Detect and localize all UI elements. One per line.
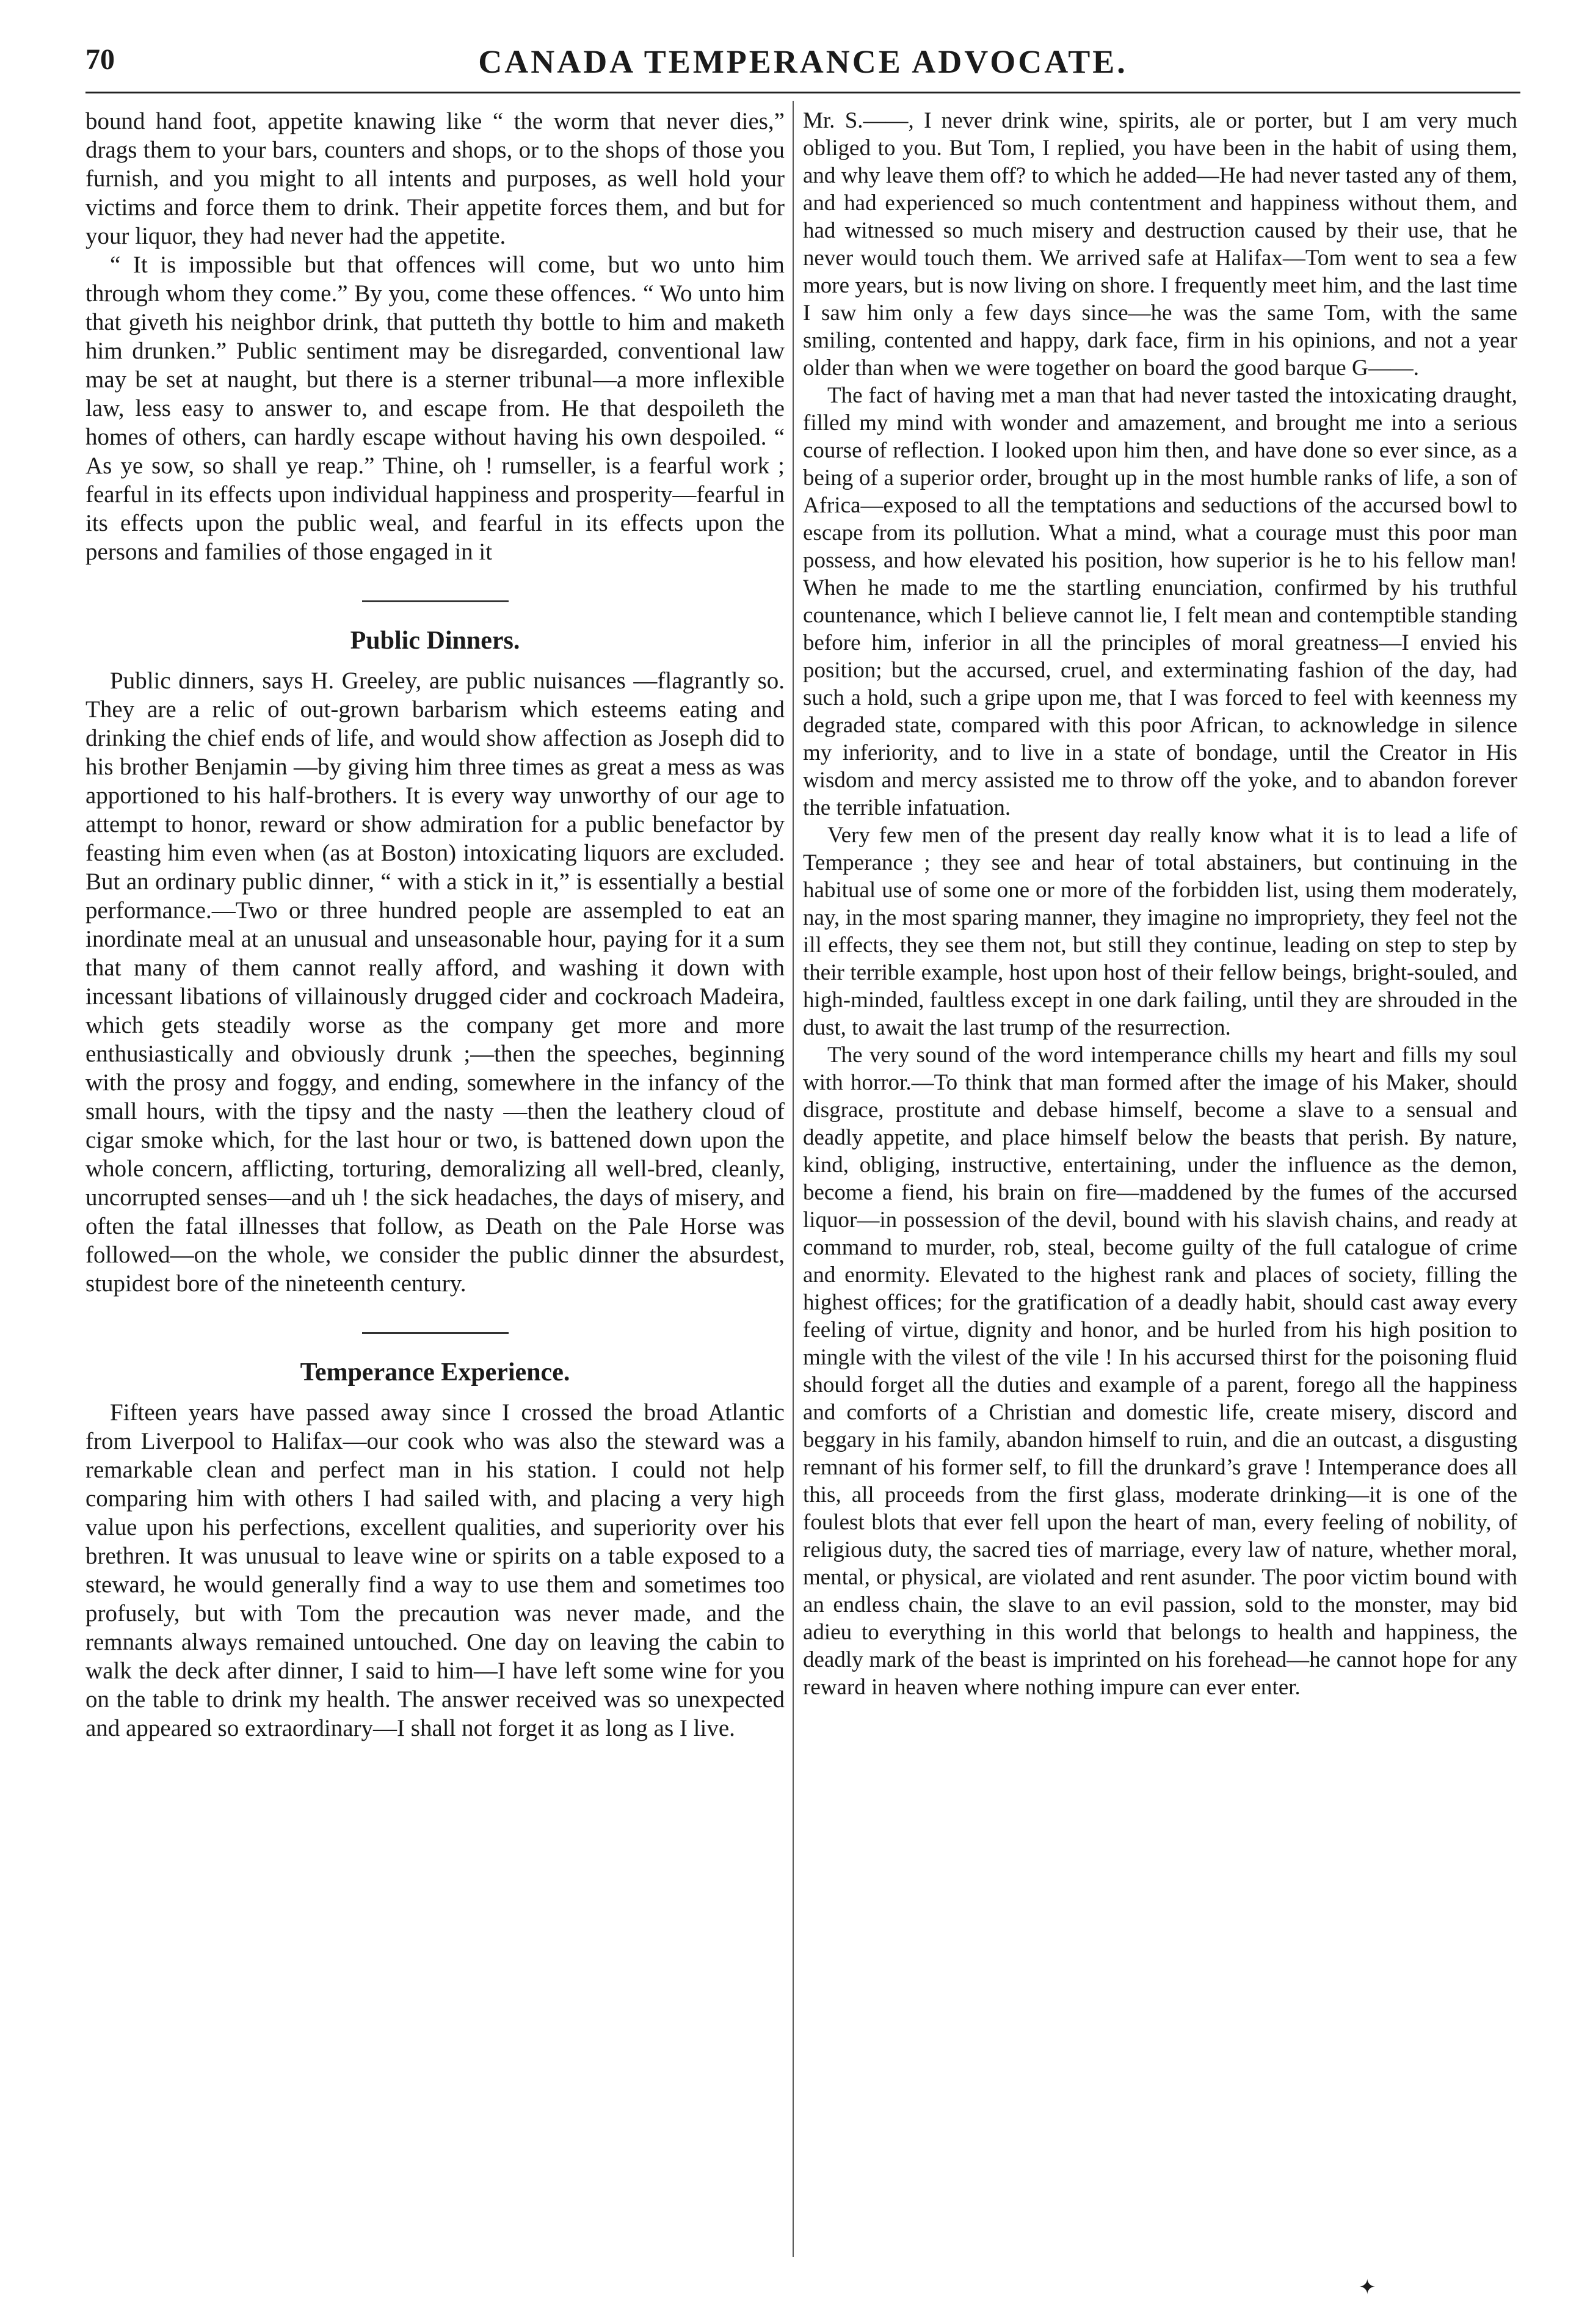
temperance-experience-paragraph: Fifteen years have passed away since I crossed the broad Atlantic from Liverpool to Halifax—our cook who was also the steward was a remarkable clean and perfect man in his station. I could not help comparing him with others I had sailed with, and placing a very high value upon his perfections, excellent qualities, and superiority over his brethren. It was unusual to leave wine or spirits on a table exposed to a steward, he would generally find a way to use them and sometimes too profusely, but with Tom the precaution was never made, and the remnants always remained untouched. One day on leaving the cabin to walk the deck after dinner, I said to him—I have left some wine for you on the table to drink my health. The answer received was so unexpected and appeared so extraordinary—I shall not forget it as long as I live. bbox=[85, 1399, 785, 1741]
right-column bbox=[803, 107, 1517, 2281]
left-column bbox=[85, 107, 785, 2281]
temperance-experience-paragraph: The fact of having met a man that had never tasted the intoxicating draught, filled my mind with wonder and amazement, and brought me into a serious course of reflection. I looked upon him then, and have done so ever since, as a being of a superior order, brought up in the most humble ranks of life, a son of Africa—exposed to all the temptations and seductions of the accursed bowl to escape from its pollution. What a mind, what a courage must this poor man possess, and how elevated his position, how superior is he to his fellow man! When he made to me the startling enunciation, confirmed by his truthful countenance, which I believe cannot lie, I felt mean and contemptible standing before him, inferior in all the principles of moral greatness—I envied his position; but the accursed, cruel, and exterminating fashion of the day, had such a hold, such a gripe upon me, that I was forced to feel with keenness my degraded state, compared with this poor African, to acknowledge in silence my inferiority, and to live in a state of bondage, until the Creator in His wisdom and mercy assisted me to throw off the yoke, and to abandon forever the terrible infatuation. bbox=[803, 383, 1517, 820]
journal-title: CANADA TEMPERANCE ADVOCATE. bbox=[478, 43, 1128, 80]
article-continuation-paragraph: bound hand foot, appetite knawing like “ the worm that never dies,” drags them to your bars, counters and shops, or to the shops of those you furnish, and you might to all intents and purposes, as well hold your victims and force them to drink. Their appetite forces them, and but for your liquor, they had never had the appetite. bbox=[85, 108, 785, 249]
column-divider bbox=[793, 101, 794, 2257]
heading-temperance-experience: Temperance Experience. bbox=[300, 1358, 570, 1386]
page-number: 70 bbox=[85, 43, 115, 76]
temperance-experience-paragraph: Mr. S.——, I never drink wine, spirits, ale or porter, but I am very much obliged to you. But Tom, I replied, you have been in the habit of using them, and why leave them off? to which he added—He had never tasted any of them, and had experienced so much contentment and happiness without them, and had witnessed so much misery and destruction caused by their use, that he never would touch them. We arrived safe at Halifax—Tom went to sea a few more years, but is now living on shore. I frequently meet him, and the last time I saw him only a few days since—he was the same Tom, with the same smiling, contented and happy, dark face, firm in his opinions, and not a year older than when we were together on board the good barque G——. bbox=[803, 108, 1517, 381]
section-divider bbox=[362, 600, 509, 602]
page-header bbox=[85, 43, 1520, 92]
printer-ornament-icon: ✦ bbox=[1359, 2275, 1376, 2300]
heading-public-dinners: Public Dinners. bbox=[350, 627, 520, 655]
temperance-experience-paragraph: The very sound of the word intemperance chills my heart and fills my soul with horror.—To think that man formed after the image of his Maker, should disgrace, prostitute and debase himself, become a slave to a sensual and deadly appetite, and place himself below the beasts that perish. By nature, kind, obliging, instructive, entertaining, under the influence as the demon, become a fiend, his brain on fire—maddened by the fumes of the accursed liquor—in possession of the devil, bound with his slavish chains, and ready at command to murder, rob, steal, become guilty of the full catalogue of crime and enormity. Elevated to the highest rank and places of society, filling the highest offices; for the gratification of a deadly habit, should cast away every feeling of virtue, dignity and honor, and be hurled from his high position to mingle with the vilest of the vile ! In his accursed thirst for the poisoning fluid should forget all the duties and example of a parent, forego all the happiness and comforts of a Christian and domestic life, create misery, discord and beggary in his family, abandon himself to ruin, and die an outcast, a disgusting remnant of his former self, to fill the drunkard’s grave ! Intemperance does all this, all proceeds from the first glass, moderate drinking—it is one of the foulest blots that ever fell upon the heart of man, every feeling of nobility, of religious duty, the sacred ties of marriage, every law of nature, whether moral, mental, or physical, are violated and rent asunder. The poor victim bound with an endless chain, the slave to an evil passion, sold to the monster, may bid adieu to everything in this world that belongs to health and happiness, the deadly mark of the beast is imprinted on his forehead—he cannot hope for any reward in heaven where nothing impure can ever enter. bbox=[803, 1043, 1517, 1700]
public-dinners-paragraph: Public dinners, says H. Greeley, are public nuisances —flagrantly so. They are a relic of out-grown barbarism which esteems eating and drinking the chief ends of life, and would show affection as Joseph did to his brother Benjamin —by giving him three times as great a mess as was apportioned to his half-brothers. It is every way unworthy of our age to attempt to honor, reward or show admiration for a public benefactor by feasting him even when (as at Boston) intoxicating liquors are excluded. But an ordinary public dinner, “ with a stick in it,” is essentially a bestial performance.—Two or three hundred people are assempled to eat an inordinate meal at an unusual and unseasonable hour, paying for it a sum that many of them cannot really afford, and washing it down with incessant libations of villainously drugged cider and cockroach Madeira, which gets steadily worse as the company get more and more enthusiastically and obviously drunk ;—then the speeches, beginning with the prosy and foggy, and ending, somewhere in the infancy of the small hours, with the tipsy and the nasty —then the leathery cloud of cigar smoke which, for the last hour or two, is battened down upon the whole concern, afflicting, torturing, demoralizing all well-bred, cleanly, uncorrupted senses—and uh ! the sick headaches, the days of misery, and often the fatal illnesses that follow, as Death on the Pale Horse was followed—on the whole, we consider the public dinner the absurdest, stupidest bore of the nineteenth century. bbox=[85, 668, 785, 1297]
section-divider bbox=[362, 1332, 509, 1334]
header-rule bbox=[85, 92, 1520, 93]
temperance-experience-paragraph: Very few men of the present day really know what it is to lead a life of Temperance ; they see and hear of total abstainers, but continuing in the habitual use of some one or more of the forbidden list, using them moderately, nay, in the most sparing manner, they imagine no impropriety, they feel not the ill effects, they see them not, but still they continue, leading on step to step by their terrible example, host upon host of their fellow beings, bright-souled, and high-minded, faultless except in one dark failing, until they are shrouded in the dust, to await the last trump of the resurrection. bbox=[803, 823, 1517, 1040]
article-continuation-paragraph: “ It is impossible but that offences will come, but wo unto him through whom they come.” By you, come these offences. “ Wo unto him that giveth his neighbor drink, that putteth thy bottle to him and maketh him drunken.” Public sentiment may be disregarded, conventional law may be set at naught, but there is a sterner tribunal—a more inflexible law, less easy to answer to, and escape from. He that despoileth the homes of others, can hardly escape without having his own despoiled. “ As ye sow, so shall ye reap.” Thine, oh ! rumseller, is a fearful work ; fearful in its effects upon individual happiness and prosperity—fearful in its effects upon the public weal, and fearful in its effects upon the persons and families of those engaged in it bbox=[85, 252, 785, 565]
